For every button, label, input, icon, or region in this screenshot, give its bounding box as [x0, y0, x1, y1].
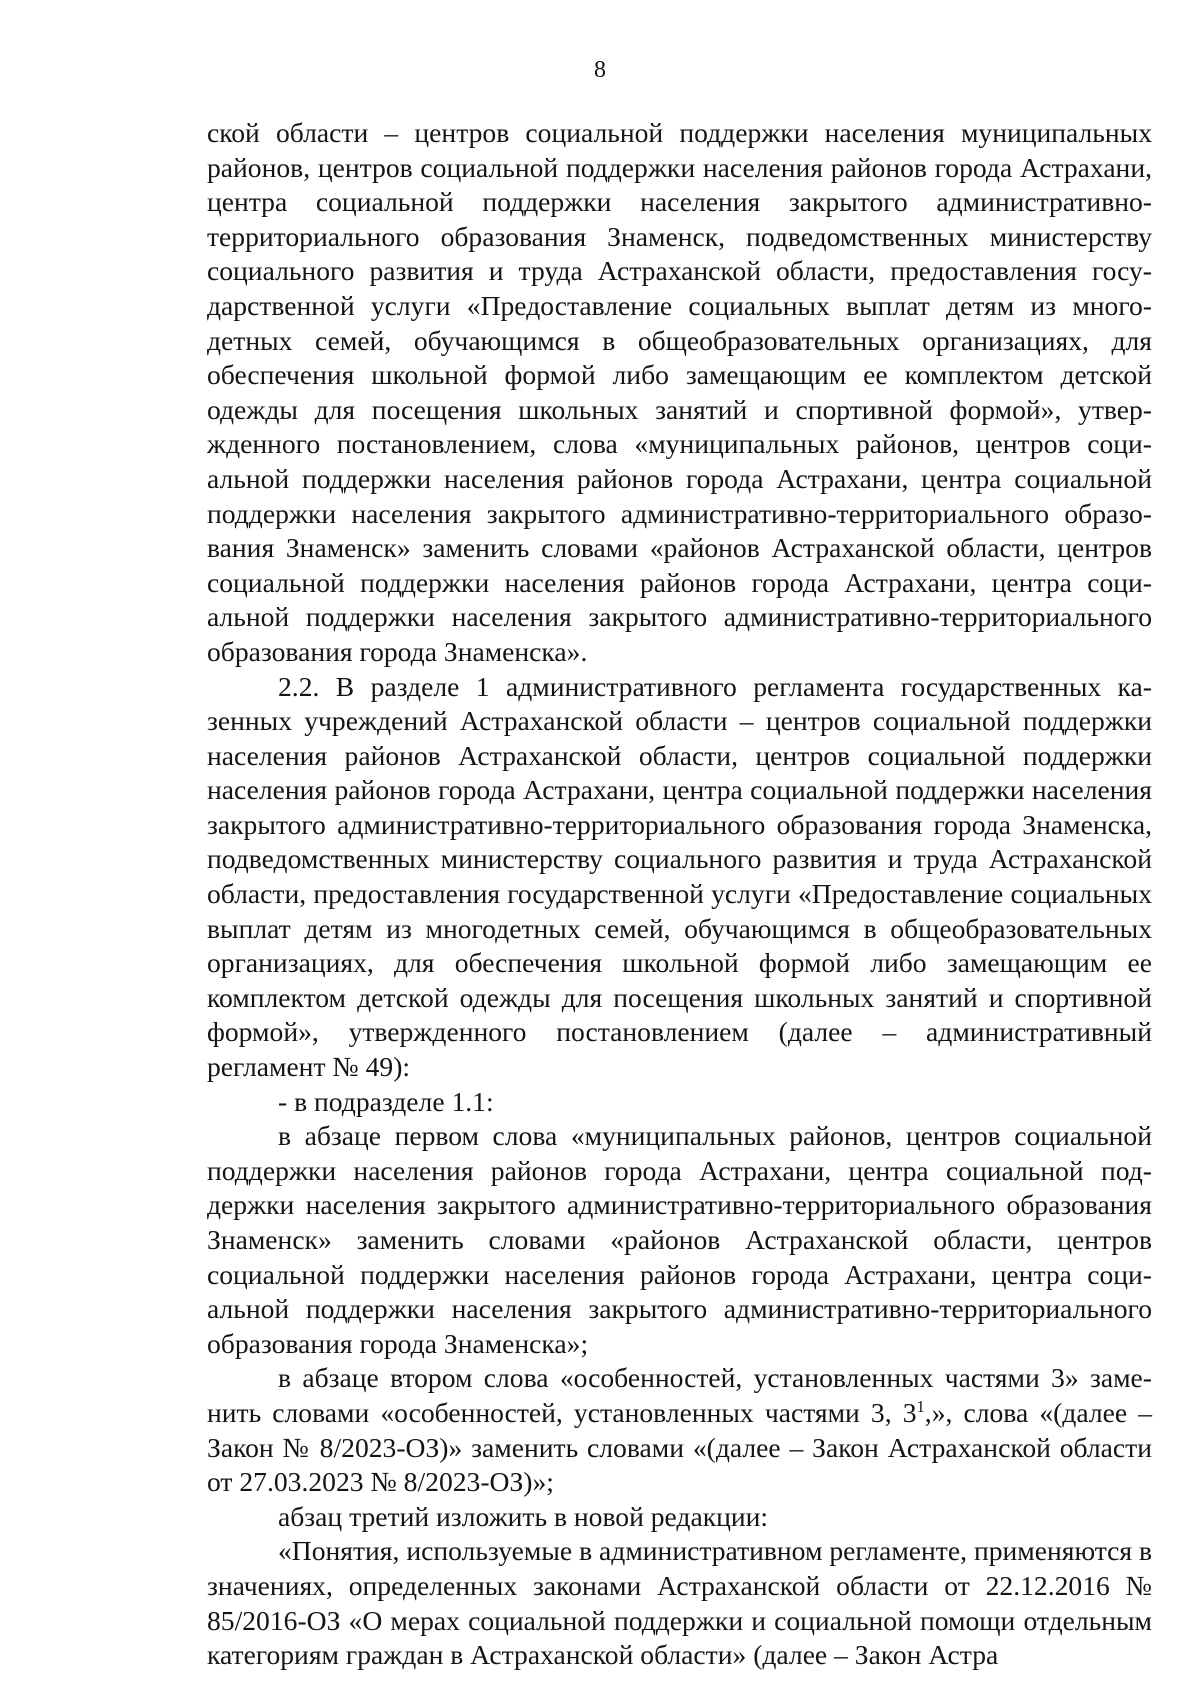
paragraph-6: абзац третий изложить в новой редакции: — [278, 1500, 769, 1532]
paragraph-5-text-before: в абзаце втором слова «особенностей, установленных частями 3» заменить словами «особенностей, установленных частями 3, 3 — [207, 1362, 1152, 1428]
paragraph-3: - в подразделе 1.1: — [278, 1085, 494, 1117]
page-number: 8 — [594, 57, 606, 83]
superscript: 1 — [916, 1396, 925, 1416]
document-body — [207, 116, 1152, 1673]
paragraph-5-text-after: ,», слова «(далее – Закон № 8/2023-ОЗ)» заменить словами «(далее – Закон Астраханской области от 27.03.2023 № 8/2023-ОЗ)»; — [207, 1396, 1152, 1498]
paragraph-2: 2.2. В разделе 1 административного регламента государственных казенных учреждений Астраханской области – центров социальной поддержки населения районов Астраханской области, центров социальной поддержки населения районов города Астрахани, центра социальной поддержки населения закрытого административно-территориального образования города Знаменска, подведомственных министерству социального развития и труда Астраханской области, предоставления государственной услуги «Предоставление социальных выплат детям из многодетных семей, обучающимся в общеобразовательных организациях, для обеспечения школьной формой либо замещающим ее комплектом детской одежды для посещения школьных занятий и спортивной формой», утвержденного постановлением (далее – административный регламент № 49): — [207, 670, 1152, 1083]
paragraph-4: в абзаце первом слова «муниципальных районов, центров социальной поддержки населения районов города Астрахани, центра социальной поддержки населения закрытого административно-территориального образования Знаменск» заменить словами «районов Астраханской области, центров социальной поддержки населения районов города Астрахани, центра социальной поддержки населения закрытого административно-территориального образования города Знаменска»; — [207, 1120, 1152, 1359]
paragraph-7: «Понятия, используемые в административном регламенте, применяются в значениях, определенных законами Астраханской области от 22.12.2016 № 85/2016-ОЗ «О мерах социальной поддержки и социальной помощи отдельным категориям граждан в Астраханской области» (далее – Закон Астра — [207, 1535, 1152, 1671]
paragraph-1: ской области – центров социальной поддержки населения муниципальных районов, центров социальной поддержки населения районов города Астрахани, центра социальной поддержки населения закрытого административно-территориального образования Знаменск, подведомственных министерству социального развития и труда Астраханской области, предоставления государственной услуги «Предоставление социальных выплат детям из многодетных семей, обучающимся в общеобразовательных организациях, для обеспечения школьной формой либо замещающим ее комплектом детской одежды для посещения школьных занятий и спортивной формой», утвержденного постановлением, слова «муниципальных районов, центров социальной поддержки населения районов города Астрахани, центра социальной поддержки населения закрытого административно-территориального образования Знаменск» заменить словами «районов Астраханской области, центров социальной поддержки населения районов города Астрахани, центра социальной поддержки населения закрытого административно-территориального образования города Знаменска». — [207, 117, 1152, 667]
paragraph-5 — [207, 1361, 1152, 1499]
